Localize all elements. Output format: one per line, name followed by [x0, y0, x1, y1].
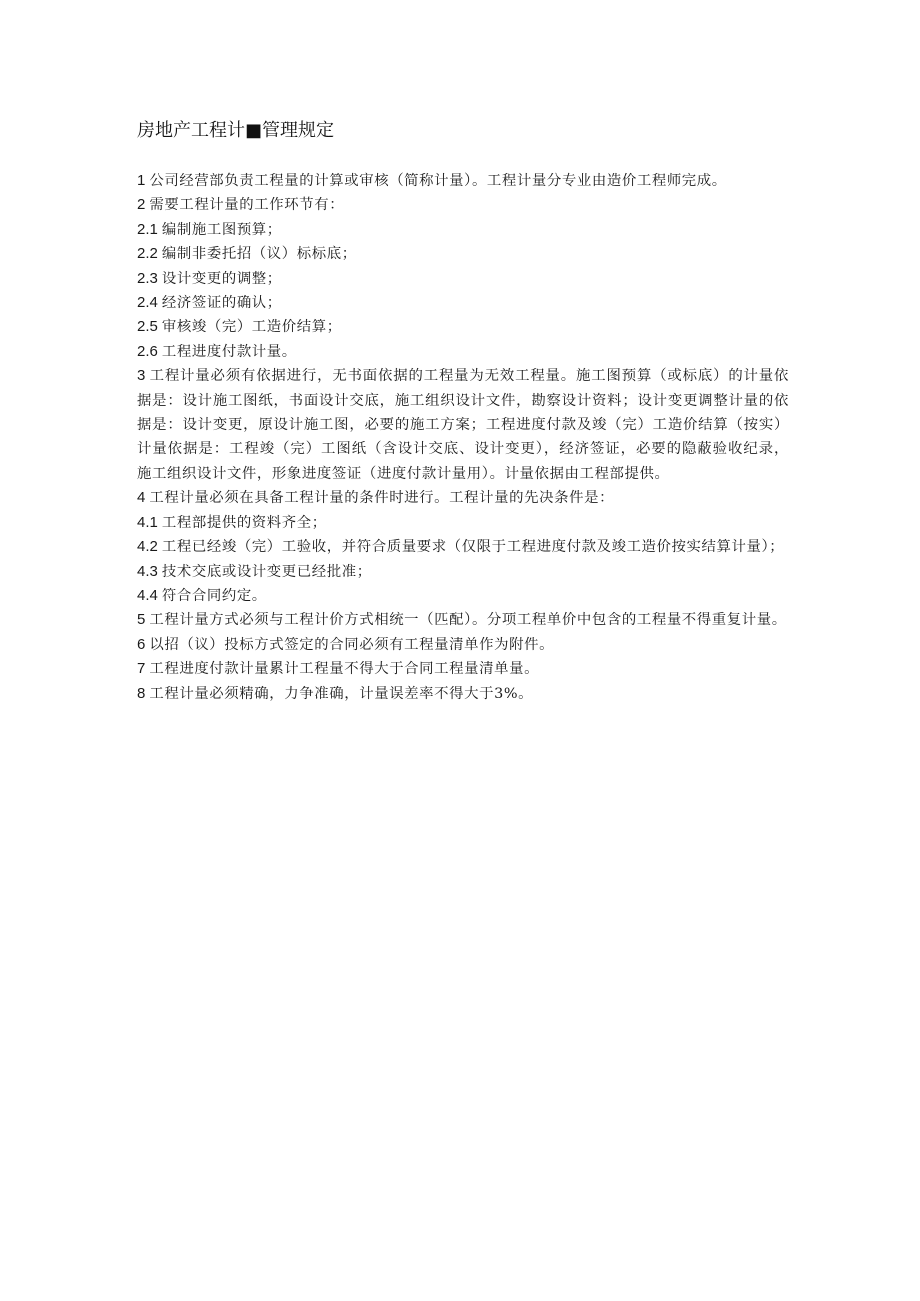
paragraph-2-2 — [137, 242, 789, 266]
clause-text: 编制非委托招（议）标标底； — [161, 246, 357, 263]
clause-number: 2.1 — [137, 220, 158, 238]
clause-number: 2.2 — [137, 245, 158, 263]
clause-number: 3 — [137, 367, 146, 385]
paragraph-2-4 — [137, 291, 789, 315]
paragraph-6 — [137, 633, 789, 657]
clause-number: 2.3 — [137, 269, 158, 287]
paragraph-4-3 — [137, 560, 789, 584]
clause-text: 经济签证的确认； — [161, 295, 282, 312]
clause-number: 5 — [137, 611, 146, 629]
clause-number: 4.2 — [137, 538, 158, 556]
clause-text: 技术交底或设计变更已经批准； — [161, 563, 372, 580]
clause-number: 2.6 — [137, 342, 158, 360]
clause-number: 4.4 — [137, 586, 158, 604]
paragraph-2 — [137, 193, 789, 217]
clause-text: 符合合同约定。 — [161, 587, 267, 604]
document-body — [137, 169, 789, 706]
clause-text: 编制施工图预算； — [161, 221, 282, 238]
clause-number: 2.4 — [137, 294, 158, 312]
paragraph-2-3 — [137, 267, 789, 291]
paragraph-2-1 — [137, 218, 789, 242]
paragraph-2-5 — [137, 315, 789, 339]
paragraph-2-6 — [137, 340, 789, 364]
clause-number: 2.5 — [137, 318, 158, 336]
clause-text: 工程计量必须精确，力争准确，计量误差率不得大于3%。 — [149, 685, 534, 702]
clause-number: 7 — [137, 660, 146, 678]
clause-text: 公司经营部负责工程量的计算或审核（简称计量）。工程计量分专业由造价工程师完成。 — [149, 173, 727, 189]
paragraph-7 — [137, 657, 789, 681]
clause-text: 工程进度付款计量。 — [161, 343, 297, 360]
clause-text: 设计变更的调整； — [161, 270, 282, 287]
clause-number: 2 — [137, 196, 146, 214]
clause-number: 4.3 — [137, 562, 158, 580]
paragraph-4 — [137, 486, 789, 510]
clause-text: 工程计量方式必须与工程计价方式相统一（匹配）。分项工程单价中包含的工程量不得重复计量。 — [149, 612, 787, 629]
clause-text: 以招（议）投标方式签定的合同必须有工程量清单作为附件。 — [149, 636, 555, 653]
clause-text: 审核竣（完）工造价结算； — [161, 319, 342, 336]
paragraph-5 — [137, 608, 789, 632]
clause-number: 4 — [137, 489, 146, 507]
clause-text: 工程进度付款计量累计工程量不得大于合同工程量清单量。 — [149, 661, 540, 678]
document-title: 房地产工程计■管理规定 — [137, 120, 335, 141]
clause-text: 工程部提供的资料齐全； — [161, 514, 327, 531]
paragraph-1 — [137, 169, 789, 193]
paragraph-4-2 — [137, 535, 789, 559]
paragraph-4-4 — [137, 584, 789, 608]
paragraph-4-1 — [137, 511, 789, 535]
clause-number: 6 — [137, 635, 146, 653]
paragraph-8 — [137, 682, 789, 706]
paragraph-3 — [137, 364, 789, 486]
clause-text: 工程已经竣（完）工验收，并符合质量要求（仅限于工程进度付款及竣工造价按实结算计量）； — [161, 539, 785, 556]
clause-text: 需要工程计量的工作环节有： — [149, 197, 345, 214]
clause-number: 8 — [137, 684, 146, 702]
clause-text: 工程计量必须有依据进行，无书面依据的工程量为无效工程量。施工图预算（或标底）的计量依据是：设计施工图纸，书面设计交底，施工组织设计文件，勘察设计资料；设计变更调整计量的依据是：设计变更，原设计施工图，必要的施工方案；工程进度付款及竣（完）工造价结算（按实）计量依据是：工程竣（完）工图纸（含设计交底、设计变更），经济签证，必要的隐蔽验收纪录，施工组织设计文件，形象进度签证（进度付款计量用）。计量依据由工程部提供。 — [137, 368, 789, 482]
clause-number: 1 — [137, 172, 146, 189]
clause-text: 工程计量必须在具备工程计量的条件时进行。工程计量的先决条件是： — [149, 490, 615, 507]
clause-number: 4.1 — [137, 513, 158, 531]
